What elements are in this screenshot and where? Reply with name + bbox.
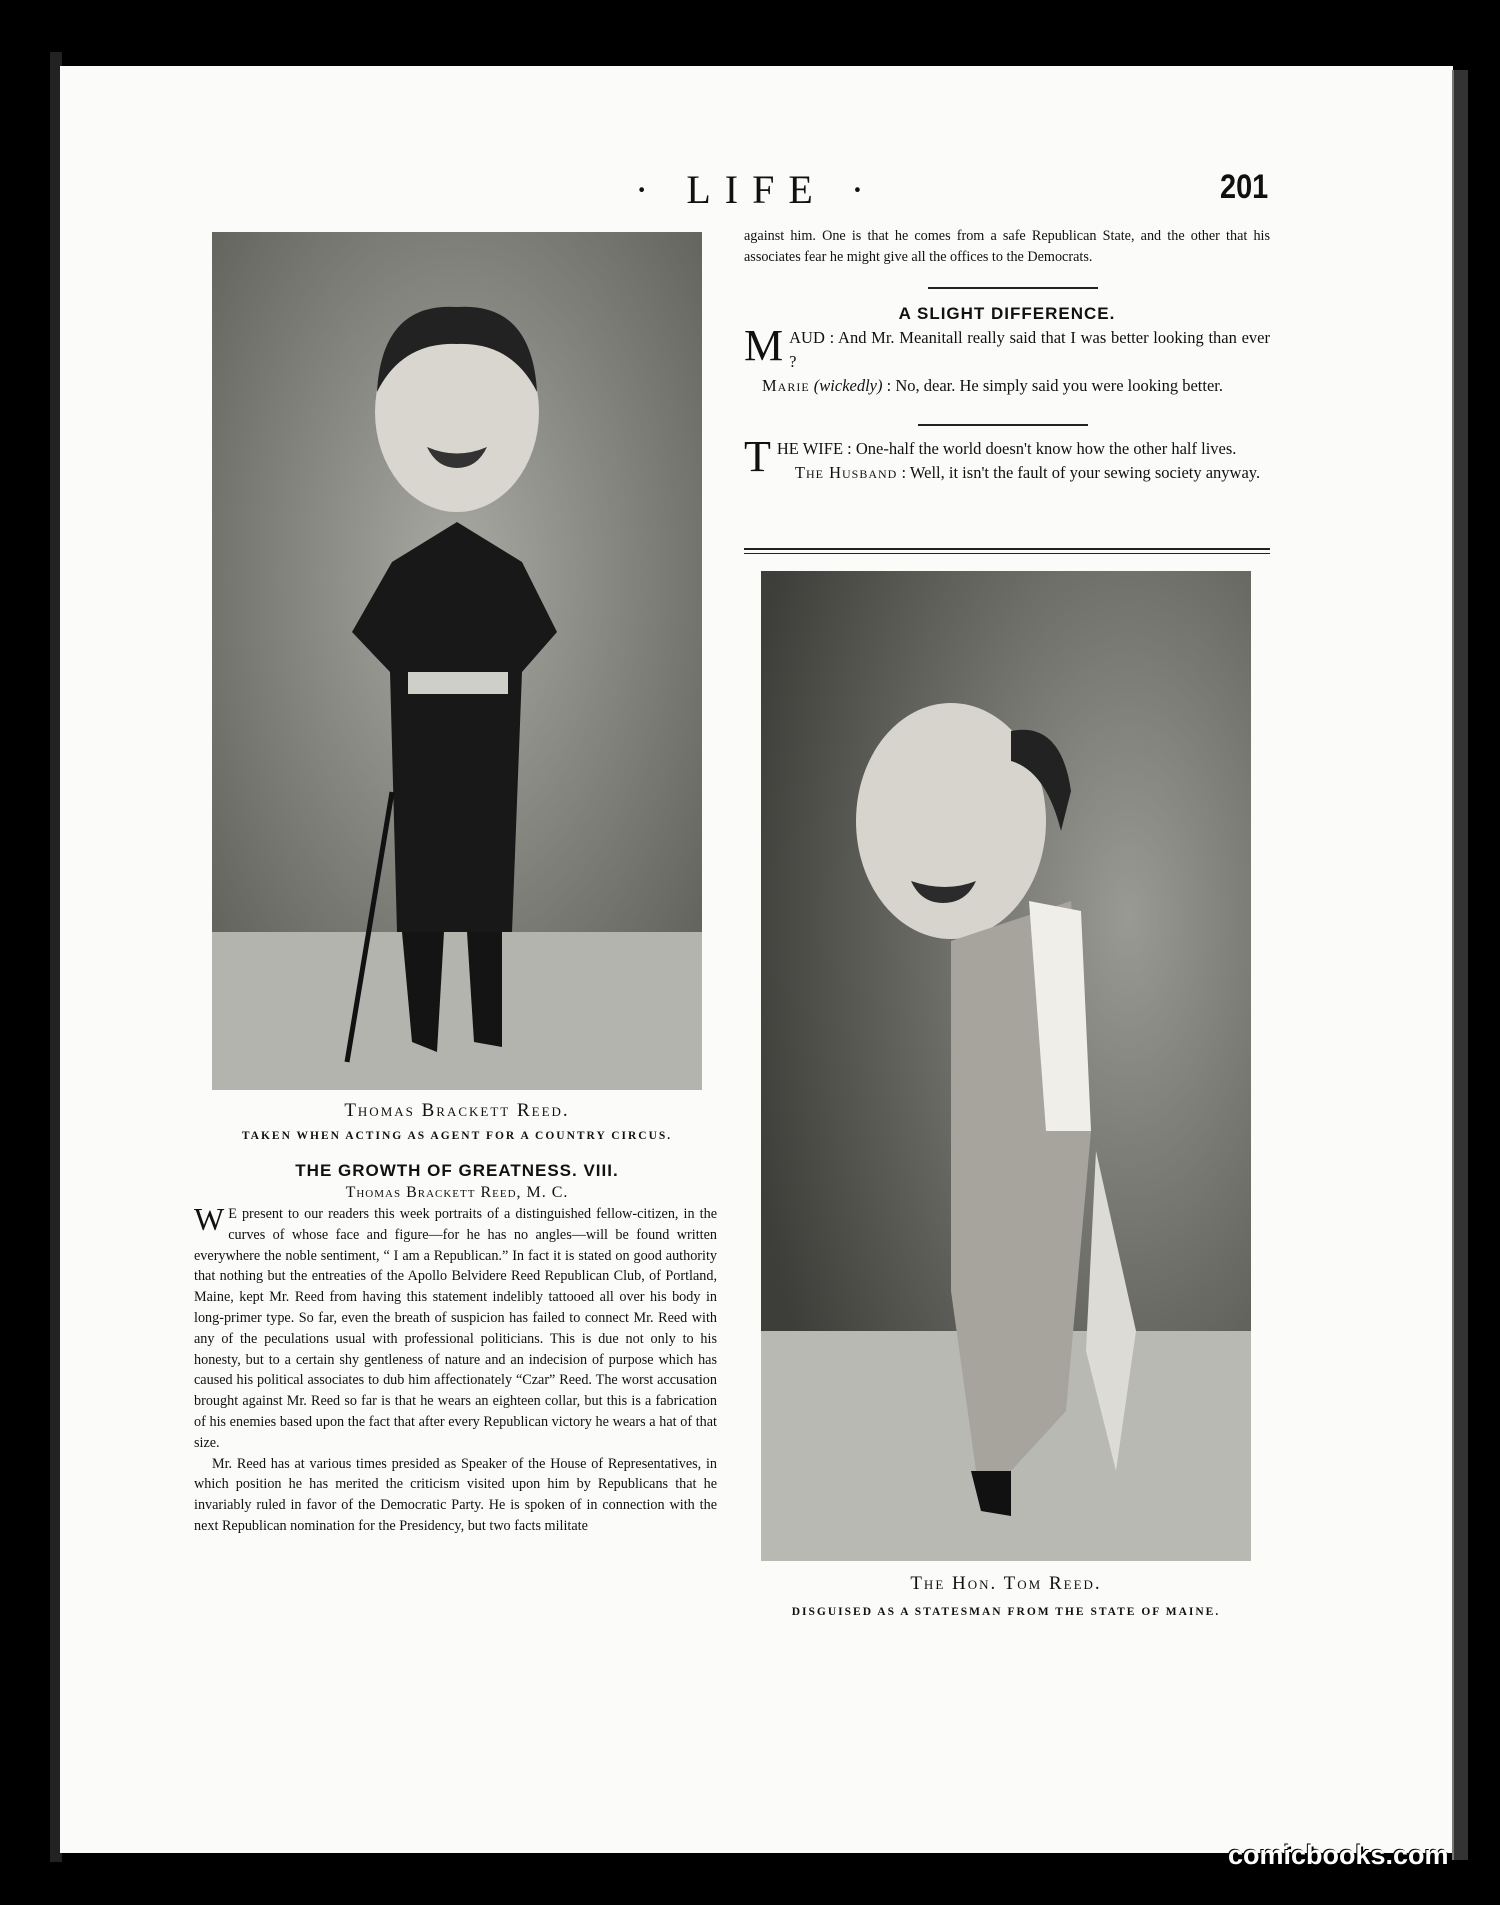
article-paragraph-1: W E present to our readers this week portraits of a distinguished fellow-citizen, in the curves of whose face and figure—for he has no angles—will be found written everywhere the noble sentiment, “ I am a Republican.” In fact it is stated on good authority that nothing but the entreaties of the Apollo Belvidere Reed Republican Club, of Portland, Maine, kept Mr. Reed from having this statement indelibly tattooed all over his body in long-primer type. So far, even the breath of suspicion has failed to connect Mr. Reed with any of the peculations usual with professional politicians. This is due not only to his honesty, but to a certain shy gentleness of nature and an indecision of purpose which has caused his political associates to dub him affectionately “Czar” Reed. The worst accusation brought against Mr. Reed so far is that he wears an eighteen collar, but this is a fabrication of his enemies based upon the fact that after every Republican victory he wears a hat of that size. [194, 1201, 717, 1451]
masthead: · LIFE · [635, 167, 879, 212]
joke1-heading: A SLIGHT DIFFERENCE. [898, 304, 1116, 323]
page-edge [1452, 70, 1468, 1860]
rule-divider-2 [918, 424, 1088, 426]
photo2-caption-subtitle: DISGUISED AS A STATESMAN FROM THE STATE OF MAINE. [791, 1606, 1221, 1618]
joke2-line1: THE WIFE : One-half the world doesn't know how the other half lives. [744, 432, 1237, 481]
watermark-logo: comicbooks.com [1228, 1840, 1449, 1870]
article-continuation: against him. One is that he comes from a safe Republican State, and the other that his associates fear he might give all the offices to the Democrats. [744, 228, 1270, 265]
article-byline: Thomas Brackett Reed, M. C. [345, 1184, 569, 1201]
photo-thomas-brackett-reed-circus [212, 232, 702, 1090]
joke2-line2: The Husband : Well, it isn't the fault of your sewing society anyway. [794, 463, 1261, 482]
article-dropcap: W [194, 1201, 225, 1237]
photo-hon-tom-reed [761, 571, 1251, 1561]
photo2-caption-name: The Hon. Tom Reed. [910, 1573, 1102, 1594]
joke1-line2: Marie (wickedly) : No, dear. He simply said you were looking better. [762, 376, 1223, 395]
article-body [194, 1201, 717, 1537]
joke2-text [744, 432, 1270, 485]
joke1-line1: MAUD : And Mr. Meanitall really said that I was better looking than ever ? [744, 321, 1270, 371]
article-heading: THE GROWTH OF GREATNESS. VIII. [295, 1161, 619, 1180]
article-paragraph-2: Mr. Reed has at various times presided as Speaker of the House of Representatives, in which position he has merited the criticism visited upon him by Republicans that he invariably ruled in favor of the Democratic Party. He is spoken of in connection with the next Republican nomination for the Presidency, but two facts militate [194, 1455, 717, 1534]
rule-divider-1 [928, 287, 1098, 289]
joke1-text [744, 321, 1270, 398]
photo1-caption-subtitle: TAKEN WHEN ACTING AS AGENT FOR A COUNTRY CIRCUS. [241, 1130, 673, 1142]
rule-double-divider [744, 548, 1270, 554]
page-number: 201 [1220, 168, 1269, 206]
photo1-caption-name: Thomas Brackett Reed. [344, 1100, 570, 1121]
